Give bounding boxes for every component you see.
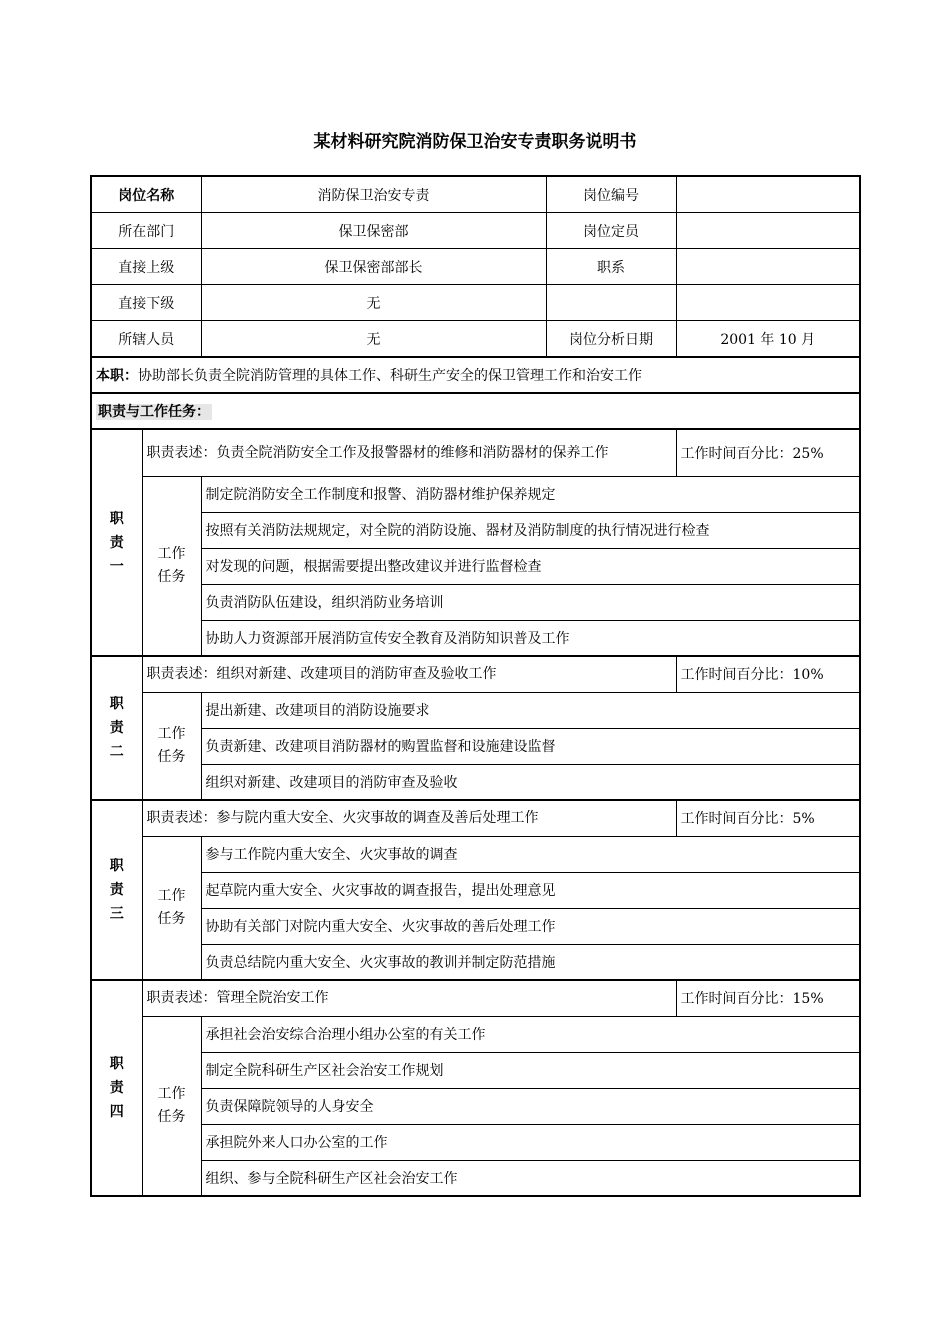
duty-label-char: 二 (109, 744, 124, 760)
task-label-text: 任务 (157, 568, 186, 585)
task-row (91, 1160, 860, 1196)
task-row (91, 512, 860, 548)
duty-label-char: 责 (109, 720, 124, 736)
task-item: 组织、参与全院科研生产区社会治安工作 (201, 1160, 860, 1196)
task-row (91, 1088, 860, 1124)
summary-label: 本职： (96, 368, 138, 384)
task-item: 协助人力资源部开展消防宣传安全教育及消防知识普及工作 (201, 620, 860, 656)
info-value: 无 (201, 285, 546, 321)
duty-description: 职责表述：负责全院消防安全工作及报警器材的维修和消防器材的保养工作 (142, 429, 676, 476)
info-label: 所辖人员 (91, 321, 201, 358)
task-item: 承担社会治安综合治理小组办公室的有关工作 (201, 1016, 860, 1052)
info-row (91, 213, 860, 249)
task-row (91, 908, 860, 944)
task-label-text: 工作 (157, 545, 186, 562)
task-row (91, 692, 860, 728)
duty-label-char: 一 (109, 558, 124, 575)
duty-label-char: 责 (109, 534, 124, 551)
info-value: 2001 年 10 月 (676, 321, 860, 358)
info-value: 保卫保密部部长 (201, 249, 546, 285)
section-cell (91, 393, 860, 429)
task-item: 参与工作院内重大安全、火灾事故的调查 (201, 836, 860, 872)
task-label (142, 1016, 201, 1196)
task-row (91, 1124, 860, 1160)
duty-desc-row (91, 980, 860, 1016)
task-item: 负责保障院领导的人身安全 (201, 1088, 860, 1124)
duty-desc-row (91, 800, 860, 836)
task-label-text: 工作 (157, 725, 186, 742)
section-row (91, 393, 860, 429)
duty-label-char: 责 (109, 1080, 124, 1096)
task-label-text: 任务 (157, 910, 186, 927)
task-item: 承担院外来人口办公室的工作 (201, 1124, 860, 1160)
info-value: 消防保卫治安专责 (201, 176, 546, 213)
task-item: 制定院消防安全工作制度和报警、消防器材维护保养规定 (201, 476, 860, 512)
task-item: 制定全院科研生产区社会治安工作规划 (201, 1052, 860, 1088)
job-description-table (90, 175, 861, 1197)
duty-description: 职责表述：参与院内重大安全、火灾事故的调查及善后处理工作 (142, 800, 676, 836)
task-row (91, 1016, 860, 1052)
task-row (91, 728, 860, 764)
info-row (91, 285, 860, 321)
task-item: 对发现的问题，根据需要提出整改建议并进行监督检查 (201, 548, 860, 584)
document-title: 某材料研究院消防保卫治安专责职务说明书 (313, 132, 637, 152)
summary-text: 协助部长负责全院消防管理的具体工作、科研生产安全的保卫管理工作和治安工作 (138, 368, 642, 384)
duty-label (91, 800, 142, 980)
task-row (91, 764, 860, 800)
duty-desc-row (91, 656, 860, 692)
info-value (676, 213, 860, 249)
task-label (142, 692, 201, 800)
task-item: 负责总结院内重大安全、火灾事故的教训并制定防范措施 (201, 944, 860, 980)
duty-description: 职责表述：管理全院治安工作 (142, 980, 676, 1016)
info-label: 职系 (546, 249, 676, 285)
task-item: 负责新建、改建项目消防器材的购置监督和设施建设监督 (201, 728, 860, 764)
task-row (91, 944, 860, 980)
duty-label (91, 656, 142, 800)
task-label (142, 476, 201, 656)
duty-label-char: 职 (109, 510, 124, 527)
time-percentage: 工作时间百分比：25% (676, 429, 860, 476)
info-label: 岗位名称 (91, 176, 201, 213)
info-row (91, 249, 860, 285)
info-row (91, 176, 860, 213)
info-label: 岗位编号 (546, 176, 676, 213)
task-row (91, 836, 860, 872)
summary-cell (91, 357, 860, 393)
task-row (91, 620, 860, 656)
info-value: 无 (201, 321, 546, 358)
task-label-text: 任务 (157, 748, 186, 765)
duty-description: 职责表述：组织对新建、改建项目的消防审查及验收工作 (142, 656, 676, 692)
info-row (91, 321, 860, 358)
duty-label-char: 三 (109, 906, 124, 922)
task-label-text: 工作 (157, 1085, 186, 1102)
duty-desc-row (91, 429, 860, 476)
task-row (91, 548, 860, 584)
info-label: 直接下级 (91, 285, 201, 321)
task-item: 起草院内重大安全、火灾事故的调查报告，提出处理意见 (201, 872, 860, 908)
info-value (676, 285, 860, 321)
task-label (142, 836, 201, 980)
task-item: 按照有关消防法规规定，对全院的消防设施、器材及消防制度的执行情况进行检查 (201, 512, 860, 548)
task-item: 协助有关部门对院内重大安全、火灾事故的善后处理工作 (201, 908, 860, 944)
task-label-text: 工作 (157, 887, 186, 904)
info-label (546, 285, 676, 321)
duty-label-char: 职 (109, 1056, 124, 1072)
info-label: 直接上级 (91, 249, 201, 285)
info-label: 岗位定员 (546, 213, 676, 249)
duty-label (91, 429, 142, 656)
info-label: 所在部门 (91, 213, 201, 249)
info-value (676, 176, 860, 213)
info-label: 岗位分析日期 (546, 321, 676, 358)
duty-label-char: 职 (109, 696, 124, 712)
section-label: 职责与工作任务： (98, 404, 210, 420)
duty-label (91, 980, 142, 1196)
task-row (91, 476, 860, 512)
task-item: 负责消防队伍建设，组织消防业务培训 (201, 584, 860, 620)
duty-label-char: 职 (109, 858, 124, 874)
task-item: 提出新建、改建项目的消防设施要求 (201, 692, 860, 728)
info-value (676, 249, 860, 285)
task-row (91, 584, 860, 620)
time-percentage: 工作时间百分比：10% (676, 656, 860, 692)
info-value: 保卫保密部 (201, 213, 546, 249)
duty-label-char: 责 (109, 882, 124, 898)
task-row (91, 1052, 860, 1088)
duty-label-char: 四 (109, 1104, 124, 1120)
time-percentage: 工作时间百分比：5% (676, 800, 860, 836)
task-label-text: 任务 (157, 1108, 186, 1125)
summary-row (91, 357, 860, 393)
time-percentage: 工作时间百分比：15% (676, 980, 860, 1016)
task-row (91, 872, 860, 908)
task-item: 组织对新建、改建项目的消防审查及验收 (201, 764, 860, 800)
